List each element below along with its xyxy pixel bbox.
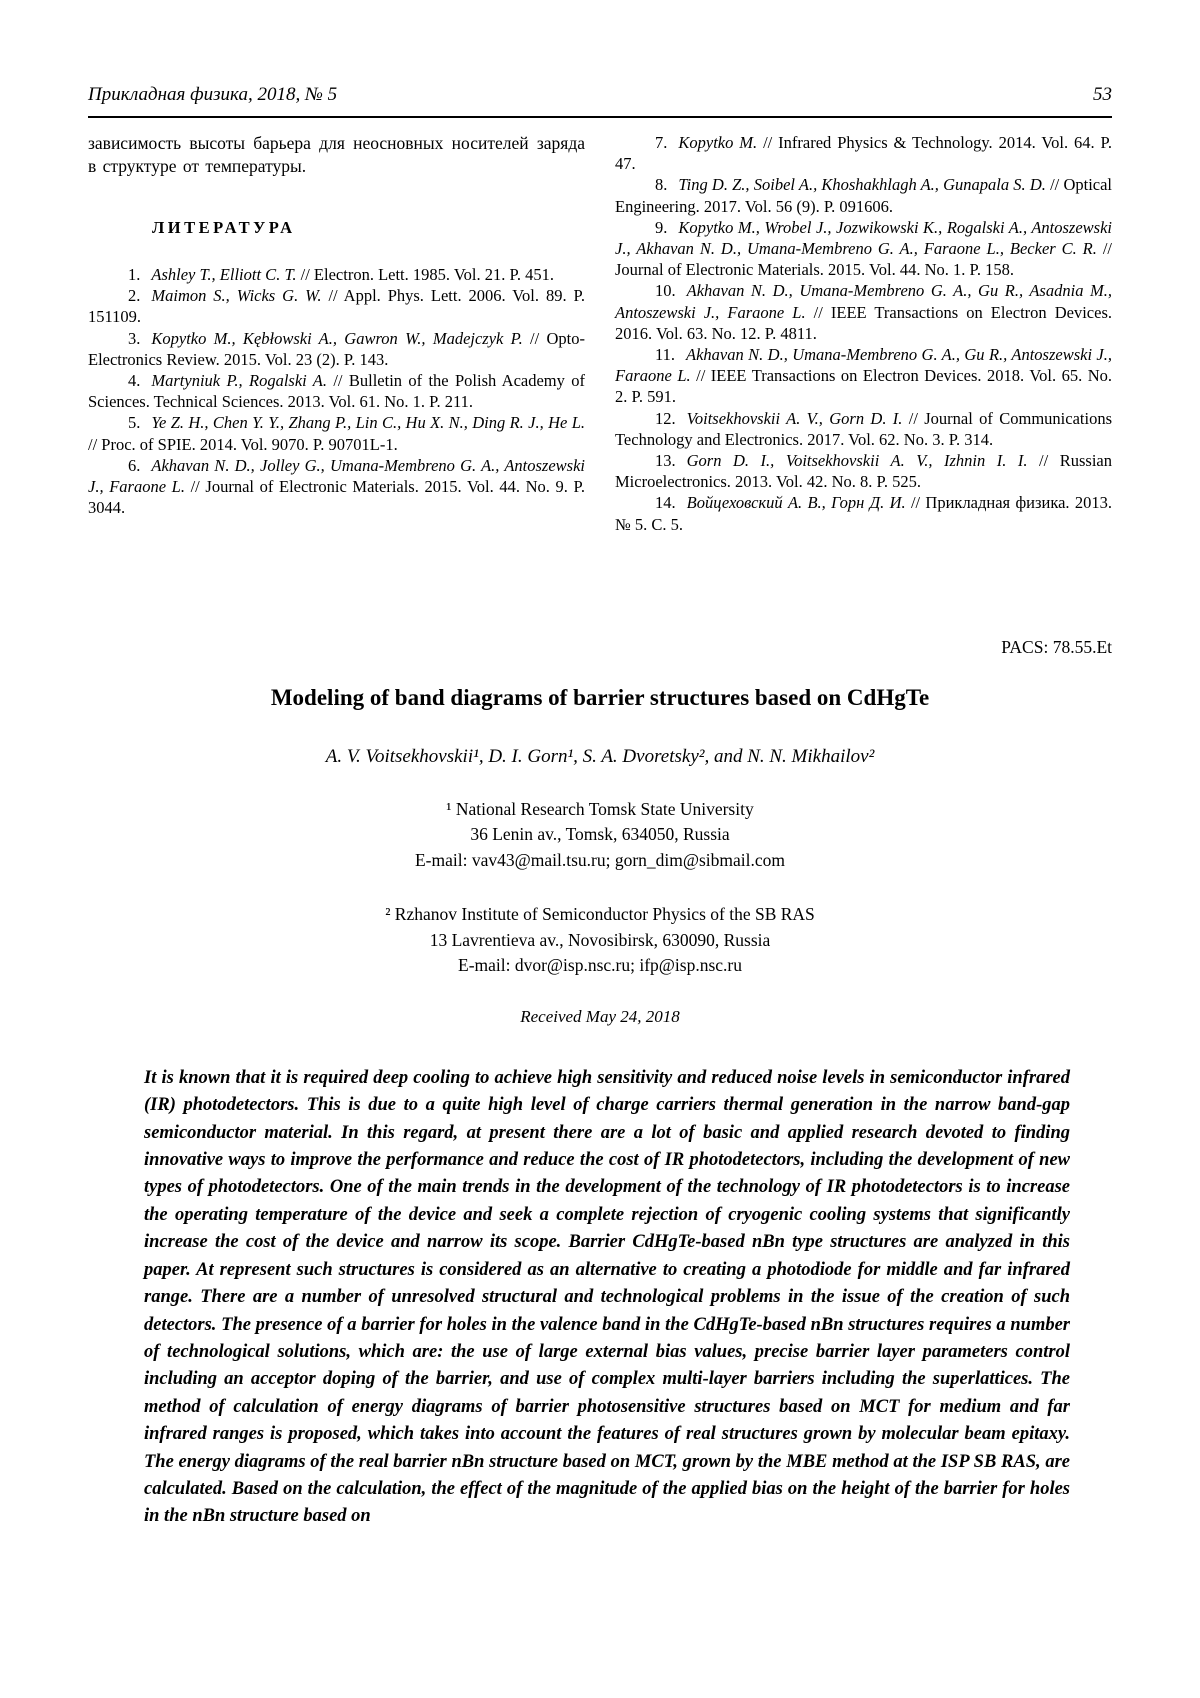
reference-authors: Ashley T., Elliott C. T. bbox=[151, 265, 297, 284]
reference-item bbox=[88, 285, 585, 327]
abstract-text: It is known that it is required deep cooling to achieve high sensitivity and reduced noise levels in semiconductor infrared (IR) photodetectors. This is due to a quite high level of charge carriers thermal generation in the narrow band-gap semiconductor material. In this regard, at present there are a lot of basic and applied research devoted to finding innovative ways to improve the performance and reduce the cost of IR photodetectors, including the development of new types of photodetectors. One of the main trends in the development of the technology of IR photodetectors is to increase the operating temperature of the device and seek a complete rejection of cryogenic cooling systems that significantly increase the cost of the device and narrow its scope. Barrier CdHgTe-based nBn type structures are analyzed in this paper. At represent such structures is considered as an alternative to creating a photodiode for middle and far infrared range. There are a number of unresolved structural and technological problems in the issue of the creation of such detectors. The presence of a barrier for holes in the valence band in the CdHgTe-based nBn structures requires a number of technological solutions, which are: the use of large external bias values, precise barrier layer parameters control including an acceptor doping of the barrier, and use of complex multi-layer barriers including the superlattices. The method of calculation of energy diagrams of barrier photosensitive structures based on MCT for medium and far infrared ranges is proposed, which takes into account the features of real structures grown by molecular beam epitaxy. The energy diagrams of the real barrier nBn structure based on MCT, grown by the MBE method at the ISP SB RAS, are calculated. Based on the calculation, the effect of the magnitude of the applied bias on the height of the barrier for holes in the nBn structure based on bbox=[144, 1067, 1070, 1527]
reference-authors: Voitsekhovskii A. V., Gorn D. I. bbox=[686, 408, 903, 428]
reference-number: 14. bbox=[655, 493, 676, 513]
reference-authors: Akhavan N. D., Umana-Membreno G. A., Gu R., Antoszewski J., Faraone L. bbox=[615, 345, 1112, 386]
reference-item bbox=[615, 132, 1112, 174]
reference-number: 7. bbox=[655, 133, 668, 152]
reference-authors: Ye Z. H., Chen Y. Y., Zhang P., Lin C., Hu X. N., Ding R. J., He L. bbox=[151, 413, 585, 433]
reference-source: // Russian Microelectronics. 2013. Vol. 42. No. 8. P. 525. bbox=[615, 451, 1112, 492]
reference-item bbox=[615, 492, 1112, 534]
reference-item bbox=[88, 412, 585, 454]
reference-authors: Kopytko M., Kębłowski A., Gawron W., Madejczyk P. bbox=[151, 328, 523, 348]
authors-line: A. V. Voitsekhovskii¹, D. I. Gorn¹, S. A. Dvoretsky², and N. N. Mikhailov² bbox=[325, 745, 875, 767]
reference-item bbox=[615, 408, 1112, 450]
references-list-right bbox=[615, 132, 1112, 535]
reference-item bbox=[88, 328, 585, 370]
left-column bbox=[88, 132, 585, 535]
reference-source: // IEEE Transactions on Electron Devices. 2016. Vol. 63. No. 12. P. 4811. bbox=[615, 302, 1112, 343]
continuation-paragraph: зависимость высоты барьера для неосновных носителей заряда в структуре от температуры. bbox=[88, 133, 585, 176]
right-column bbox=[615, 132, 1112, 535]
affiliation-1-email: E-mail: vav43@mail.tsu.ru; gorn_dim@sibmail.com bbox=[414, 849, 786, 870]
reference-number: 11. bbox=[655, 345, 676, 365]
reference-authors: Kopytko M., Wrobel J., Jozwikowski K., Rogalski A., Antoszewski J., Akhavan N. D., Umana-Membreno G. A., Faraone L., Becker C. R. bbox=[615, 217, 1112, 259]
affiliation-2 bbox=[88, 902, 1112, 979]
reference-source: // Opto-Electronics Review. 2015. Vol. 23 (2). P. 143. bbox=[88, 328, 585, 369]
reference-source: // Infrared Physics & Technology. 2014. Vol. 64. P. 47. bbox=[615, 133, 1113, 174]
reference-number: 13. bbox=[655, 451, 676, 471]
reference-item bbox=[615, 174, 1112, 216]
reference-source: // Optical Engineering. 2017. Vol. 56 (9). P. 091606. bbox=[615, 175, 1113, 216]
affiliation-2-address: 13 Lavrentieva av., Novosibirsk, 630090, Russia bbox=[429, 929, 771, 950]
affiliation-2-email: E-mail: dvor@isp.nsc.ru; ifp@isp.nsc.ru bbox=[458, 955, 742, 976]
reference-number: 2. bbox=[128, 286, 141, 306]
references-columns bbox=[88, 132, 1112, 535]
reference-item bbox=[615, 450, 1112, 492]
reference-number: 12. bbox=[655, 408, 676, 428]
reference-number: 5. bbox=[128, 413, 141, 433]
reference-source: // IEEE Transactions on Electron Devices. 2018. Vol. 65. No. 2. P. 591. bbox=[615, 366, 1112, 407]
references-list-left bbox=[88, 264, 585, 518]
affiliation-1 bbox=[88, 797, 1112, 874]
reference-item bbox=[88, 264, 585, 285]
affiliation-1-name: ¹ National Research Tomsk State University bbox=[446, 798, 754, 819]
reference-authors: Ting D. Z., Soibel A., Khoshakhlagh A., Gunapala S. D. bbox=[678, 175, 1046, 195]
pacs-code: PACS: 78.55.Et bbox=[1001, 636, 1112, 657]
reference-authors: Maimon S., Wicks G. W. bbox=[151, 286, 322, 306]
reference-item bbox=[88, 455, 585, 519]
received-date: Received May 24, 2018 bbox=[520, 1006, 680, 1026]
journal-title: Прикладная физика, 2018, № 5 bbox=[88, 84, 338, 105]
reference-source: // Journal of Communications Technology and Electronics. 2017. Vol. 62. No. 3. P. 314. bbox=[615, 408, 1112, 449]
header-divider bbox=[88, 116, 1112, 118]
reference-number: 4. bbox=[128, 371, 141, 391]
reference-number: 10. bbox=[655, 281, 676, 301]
page-header bbox=[88, 84, 1112, 106]
reference-source: // Electron. Lett. 1985. Vol. 21. P. 451. bbox=[296, 265, 554, 284]
reference-item bbox=[615, 280, 1112, 344]
reference-item bbox=[615, 344, 1112, 408]
reference-source: // Proc. of SPIE. 2014. Vol. 9070. P. 90701L-1. bbox=[88, 434, 398, 454]
reference-authors: Akhavan N. D., Jolley G., Umana-Membreno G. A., Antoszewski J., Faraone L. bbox=[88, 455, 585, 497]
reference-source: // Прикладная физика. 2013. № 5. С. 5. bbox=[615, 493, 1112, 534]
reference-source: // Bulletin of the Polish Academy of Sciences. Technical Sciences. 2013. Vol. 61. No. 1. P. 211. bbox=[88, 371, 585, 412]
literature-heading: ЛИТЕРАТУРА bbox=[152, 218, 296, 237]
reference-number: 9. bbox=[655, 217, 668, 237]
reference-number: 3. bbox=[128, 328, 141, 348]
reference-authors: Войцеховский А. В., Горн Д. И. bbox=[686, 493, 906, 513]
affiliation-2-name: ² Rzhanov Institute of Semiconductor Physics of the SB RAS bbox=[385, 904, 815, 925]
reference-authors: Gorn D. I., Voitsekhovskii A. V., Izhnin I. I. bbox=[686, 451, 1028, 471]
reference-authors: Kopytko M. bbox=[678, 133, 758, 152]
reference-source: // Appl. Phys. Lett. 2006. Vol. 89. P. 151109. bbox=[88, 286, 585, 327]
article-title: Modeling of band diagrams of barrier structures based on CdHgTe bbox=[270, 684, 930, 710]
reference-source: // Journal of Electronic Materials. 2015. Vol. 44. No. 9. P. 3044. bbox=[88, 477, 585, 518]
reference-authors: Akhavan N. D., Umana-Membreno G. A., Gu R., Asadnia M., Antoszewski J., Faraone L. bbox=[615, 281, 1112, 322]
reference-authors: Martyniuk P., Rogalski A. bbox=[151, 371, 327, 391]
reference-source: // Journal of Electronic Materials. 2015. Vol. 44. No. 1. P. 158. bbox=[615, 239, 1112, 280]
reference-item bbox=[615, 217, 1112, 281]
reference-item bbox=[88, 370, 585, 412]
reference-number: 8. bbox=[655, 175, 668, 195]
reference-number: 1. bbox=[128, 265, 141, 284]
reference-number: 6. bbox=[128, 455, 141, 475]
page-number: 53 bbox=[1093, 84, 1112, 105]
affiliation-1-address: 36 Lenin av., Tomsk, 634050, Russia bbox=[470, 824, 730, 845]
